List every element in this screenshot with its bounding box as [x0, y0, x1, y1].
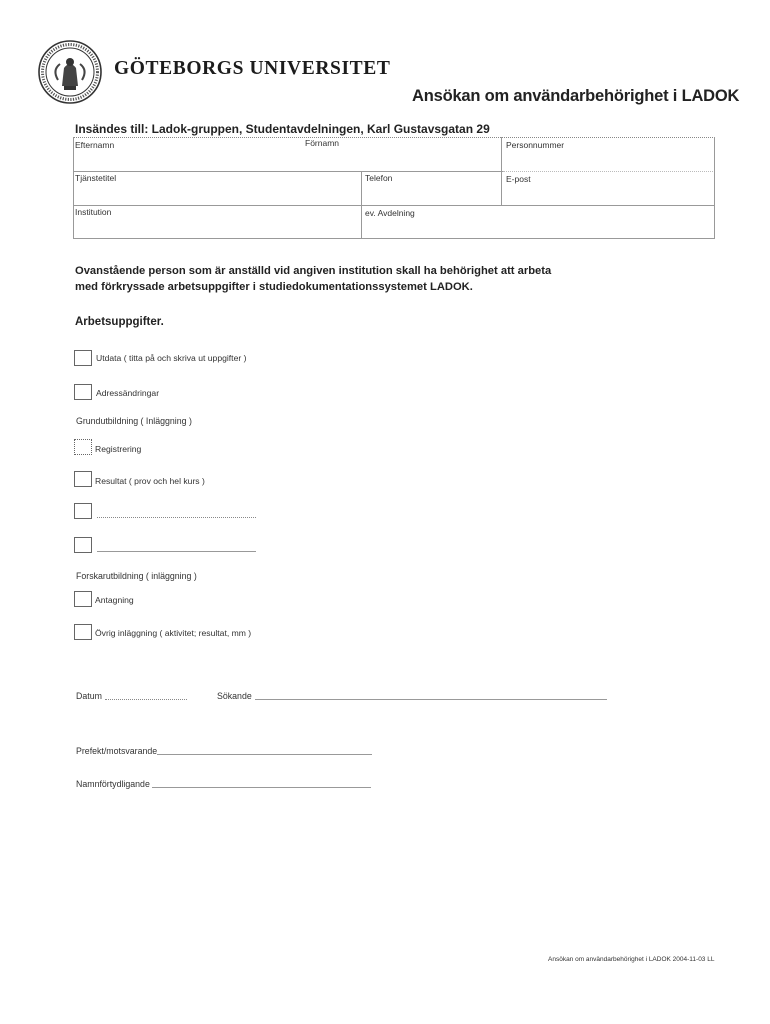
forskarutbildning-heading: Forskarutbildning ( inläggning )	[76, 571, 197, 581]
avdelning-field[interactable]: ev. Avdelning	[365, 208, 415, 218]
grid-col-divider-2	[361, 171, 362, 239]
grid-row-divider-2	[73, 205, 715, 206]
ovrig-label: Övrig inläggning ( aktivitet; resultat, mm )	[95, 628, 252, 638]
custom-task-2-line[interactable]	[97, 551, 256, 552]
grid-right-border	[714, 137, 715, 239]
custom-task-1-line[interactable]	[97, 517, 256, 518]
datum-label: Datum	[76, 691, 102, 701]
namnfortydligande-label: Namnförtydligande	[76, 779, 150, 789]
statement-line-1: Ovanstående person som är anställd vid angiven institution skall ha behörighet att arbeta	[75, 265, 552, 277]
grid-left-border	[73, 137, 74, 239]
grundutbildning-heading: Grundutbildning ( Inläggning )	[76, 416, 192, 426]
antagning-label: Antagning	[95, 595, 134, 605]
fornamn-field[interactable]: Förnamn	[305, 138, 340, 148]
grid-col-divider-1	[501, 137, 502, 205]
grid-row-divider-1b	[503, 171, 715, 172]
authorization-statement	[75, 263, 595, 295]
send-to-address: Insändes till: Ladok-gruppen, Studentavdelningen, Karl Gustavsgatan 29	[75, 122, 490, 136]
statement-line-2: med förkryssade arbetsuppgifter i studiedokumentationssystemet LADOK.	[75, 281, 473, 293]
grid-top-border	[73, 137, 715, 138]
tasks-heading: Arbetsuppgifter.	[75, 316, 164, 328]
utdata-label: Utdata ( titta på och skriva ut uppgifter )	[96, 353, 247, 363]
resultat-checkbox[interactable]	[74, 471, 92, 487]
sokande-label: Sökande	[217, 691, 252, 701]
prefekt-label: Prefekt/motsvarande	[76, 746, 158, 756]
telefon-field[interactable]: Telefon	[365, 173, 393, 183]
registrering-checkbox[interactable]	[74, 439, 92, 455]
custom-task-2-checkbox[interactable]	[74, 537, 92, 553]
namnfortydligande-field[interactable]	[152, 787, 371, 788]
registrering-label: Registrering	[95, 444, 142, 454]
university-seal-logo	[38, 40, 102, 104]
form-title: Ansökan om användarbehörighet i LADOK	[412, 87, 740, 105]
institution-field[interactable]: Institution	[75, 207, 112, 217]
sokande-field[interactable]	[255, 699, 607, 700]
grid-row-divider-1	[73, 171, 503, 172]
personnummer-field[interactable]: Personnummer	[506, 140, 565, 150]
adressandringar-checkbox[interactable]	[74, 384, 92, 400]
utdata-checkbox[interactable]	[74, 350, 92, 366]
ovrig-checkbox[interactable]	[74, 624, 92, 640]
resultat-label: Resultat ( prov och hel kurs )	[95, 476, 205, 486]
antagning-checkbox[interactable]	[74, 591, 92, 607]
adressandringar-label: Adressändringar	[96, 388, 160, 398]
efternamn-field[interactable]: Efternamn	[75, 140, 115, 150]
tjanstetitel-field[interactable]: Tjänstetitel	[75, 173, 117, 183]
grid-bottom-border	[73, 238, 715, 239]
personal-info-grid	[73, 137, 715, 239]
datum-field[interactable]	[105, 699, 187, 700]
custom-task-1-checkbox[interactable]	[74, 503, 92, 519]
prefekt-field[interactable]	[157, 754, 372, 755]
form-footer: Ansökan om användarbehörighet i LADOK 2004-11-03 LL	[548, 956, 715, 963]
university-name: GÖTEBORGS UNIVERSITET	[114, 58, 391, 79]
epost-field[interactable]: E-post	[506, 174, 531, 184]
